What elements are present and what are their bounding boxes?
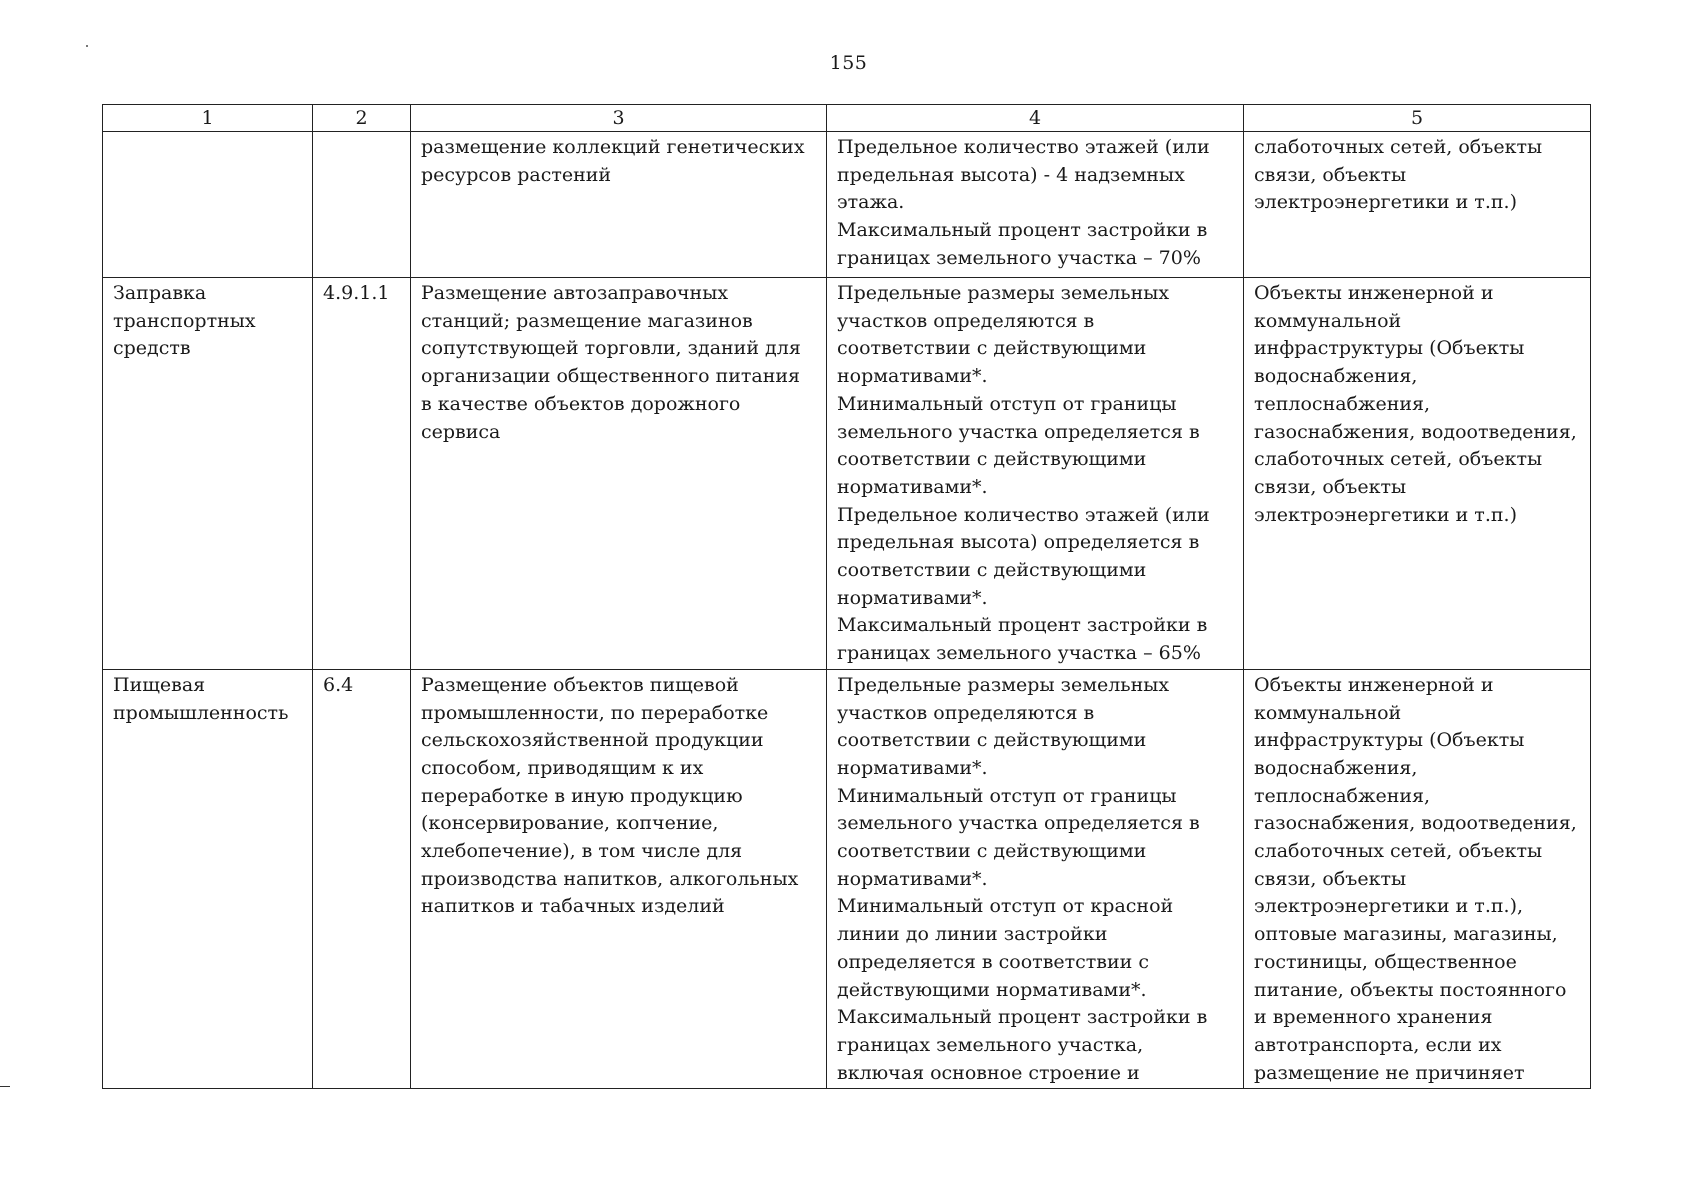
- cell-text-line: способом, приводящим к их: [421, 756, 704, 779]
- header-col-3: 3: [411, 105, 827, 132]
- cell-text-line: границах земельного участка – 65%: [837, 642, 1201, 665]
- cell-text-line: соответствии с действующими: [837, 448, 1147, 471]
- cell-text-line: ресурсов растений: [421, 163, 612, 186]
- cell-text-line: инфраструктуры (Объекты: [1254, 337, 1525, 360]
- cell-text-line: линии до линии застройки: [837, 923, 1108, 946]
- cell-text-line: оптовые магазины, магазины,: [1254, 923, 1558, 946]
- header-col-2: 2: [313, 105, 411, 132]
- permitted-objects-cell: [1244, 278, 1591, 670]
- cell-text-line: определяется в соответствии с: [837, 950, 1150, 973]
- permitted-objects-cell: [1244, 669, 1591, 1089]
- cell-text-line: организации общественного питания: [421, 365, 801, 388]
- cell-text-line: (консервирование, копчение,: [421, 812, 719, 835]
- cell-text-line: в качестве объектов дорожного: [421, 392, 741, 415]
- cell-text-line: слаботочных сетей, объекты: [1254, 136, 1543, 158]
- code-cell: [313, 132, 411, 278]
- cell-text-line: водоснабжения,: [1254, 365, 1418, 388]
- page-number: 155: [829, 52, 868, 74]
- scan-speck: [86, 45, 88, 47]
- cell-text-line: соответствии с действующими: [837, 729, 1147, 752]
- cell-text-line: Минимальный отступ от красной: [837, 895, 1174, 918]
- cell-text-line: этажа.: [837, 191, 905, 214]
- cell-text-line: Максимальный процент застройки в: [837, 614, 1208, 637]
- header-col-4: 4: [827, 105, 1244, 132]
- cell-text-line: слаботочных сетей, объекты: [1254, 840, 1543, 863]
- permitted-objects-cell: [1244, 132, 1591, 278]
- cell-text-line: связи, объекты: [1254, 475, 1407, 498]
- cell-text-line: границах земельного участка,: [837, 1033, 1144, 1056]
- cell-text-line: участков определяются в: [837, 309, 1095, 332]
- code-cell: 6.4: [313, 669, 411, 1089]
- cell-text-line: питание, объекты постоянного: [1254, 978, 1567, 1001]
- cell-text-line: участков определяются в: [837, 701, 1095, 724]
- cell-text-line: сельскохозяйственной продукции: [421, 729, 764, 752]
- parameters-cell: [827, 278, 1244, 670]
- cell-text-line: Минимальный отступ от границы: [837, 392, 1177, 415]
- cell-text-line: водоснабжения,: [1254, 756, 1418, 779]
- cell-text-line: газоснабжения, водоотведения,: [1254, 812, 1577, 835]
- cell-text-line: промышленность: [113, 701, 289, 724]
- cell-text-line: теплоснабжения,: [1254, 392, 1431, 415]
- cell-text-line: нормативами*.: [837, 586, 988, 609]
- cell-text-line: Предельные размеры земельных: [837, 673, 1170, 696]
- cell-text-line: границах земельного участка – 70%: [837, 246, 1201, 269]
- use-type-cell: [103, 278, 313, 670]
- header-col-1: 1: [103, 105, 313, 132]
- cell-text-line: Объекты инженерной и: [1254, 673, 1494, 696]
- cell-text-line: Заправка: [113, 282, 207, 304]
- description-cell: [411, 278, 827, 670]
- cell-text-line: Минимальный отступ от границы: [837, 784, 1177, 807]
- cell-text-line: включая основное строение и: [837, 1061, 1140, 1084]
- cell-text-line: средств: [113, 337, 191, 360]
- cell-text-line: предельная высота) - 4 надземных: [837, 163, 1185, 186]
- cell-text-line: электроэнергетики и т.п.),: [1254, 895, 1524, 918]
- cell-text-line: соответствии с действующими: [837, 559, 1147, 582]
- cell-text-line: напитков и табачных изделий: [421, 895, 725, 918]
- cell-text-line: Предельные размеры земельных: [837, 282, 1170, 304]
- cell-text-line: транспортных: [113, 309, 256, 332]
- cell-text-line: и временного хранения: [1254, 1006, 1493, 1029]
- use-type-cell: [103, 132, 313, 278]
- cell-text-line: инфраструктуры (Объекты: [1254, 729, 1525, 752]
- cell-text-line: нормативами*.: [837, 365, 988, 388]
- cell-text-line: нормативами*.: [837, 756, 988, 779]
- table-row: [103, 278, 1591, 670]
- cell-text-line: нормативами*.: [837, 475, 988, 498]
- cell-text-line: размещение коллекций генетических: [421, 136, 805, 158]
- cell-text-line: газоснабжения, водоотведения,: [1254, 420, 1577, 443]
- cell-text-line: сервиса: [421, 420, 501, 443]
- cell-text-line: коммунальной: [1254, 309, 1402, 332]
- cell-text-line: сопутствующей торговли, зданий для: [421, 337, 801, 360]
- cell-text-line: производства напитков, алкогольных: [421, 867, 799, 890]
- header-col-5: 5: [1244, 105, 1591, 132]
- parameters-cell: [827, 132, 1244, 278]
- cell-text-line: земельного участка определяется в: [837, 812, 1200, 835]
- cell-text-line: гостиницы, общественное: [1254, 950, 1517, 973]
- cell-text-line: коммунальной: [1254, 701, 1402, 724]
- cell-text-line: переработке в иную продукцию: [421, 784, 743, 807]
- cell-text-line: земельного участка определяется в: [837, 420, 1200, 443]
- table-row: [103, 669, 1591, 1089]
- cell-text-line: Объекты инженерной и: [1254, 282, 1494, 304]
- cell-text-line: слаботочных сетей, объекты: [1254, 448, 1543, 471]
- cell-text-line: теплоснабжения,: [1254, 784, 1431, 807]
- table-row: [103, 132, 1591, 278]
- cell-text-line: нормативами*.: [837, 867, 988, 890]
- land-use-table: [102, 104, 1591, 1089]
- cell-text-line: Максимальный процент застройки в: [837, 219, 1208, 242]
- cell-text-line: Пищевая: [113, 673, 206, 696]
- cell-text-line: Предельное количество этажей (или: [837, 136, 1210, 158]
- cell-text-line: электроэнергетики и т.п.): [1254, 503, 1517, 526]
- parameters-cell: [827, 669, 1244, 1089]
- margin-mark: [0, 1086, 10, 1087]
- table-header-row: [103, 105, 1591, 132]
- cell-text-line: Размещение объектов пищевой: [421, 673, 739, 696]
- description-cell: [411, 132, 827, 278]
- use-type-cell: [103, 669, 313, 1089]
- cell-text-line: размещение не причиняет: [1254, 1061, 1525, 1084]
- cell-text-line: предельная высота) определяется в: [837, 531, 1200, 554]
- code-cell: 4.9.1.1: [313, 278, 411, 670]
- cell-text-line: действующими нормативами*.: [837, 978, 1147, 1001]
- cell-text-line: электроэнергетики и т.п.): [1254, 191, 1517, 214]
- description-cell: [411, 669, 827, 1089]
- cell-text-line: связи, объекты: [1254, 867, 1407, 890]
- cell-text-line: автотранспорта, если их: [1254, 1033, 1502, 1056]
- cell-text-line: связи, объекты: [1254, 163, 1407, 186]
- cell-text-line: соответствии с действующими: [837, 840, 1147, 863]
- cell-text-line: Максимальный процент застройки в: [837, 1006, 1208, 1029]
- cell-text-line: Размещение автозаправочных: [421, 282, 729, 304]
- cell-text-line: соответствии с действующими: [837, 337, 1147, 360]
- cell-text-line: станций; размещение магазинов: [421, 309, 753, 332]
- cell-text-line: хлебопечение), в том числе для: [421, 840, 743, 863]
- cell-text-line: промышленности, по переработке: [421, 701, 769, 724]
- cell-text-line: Предельное количество этажей (или: [837, 503, 1210, 526]
